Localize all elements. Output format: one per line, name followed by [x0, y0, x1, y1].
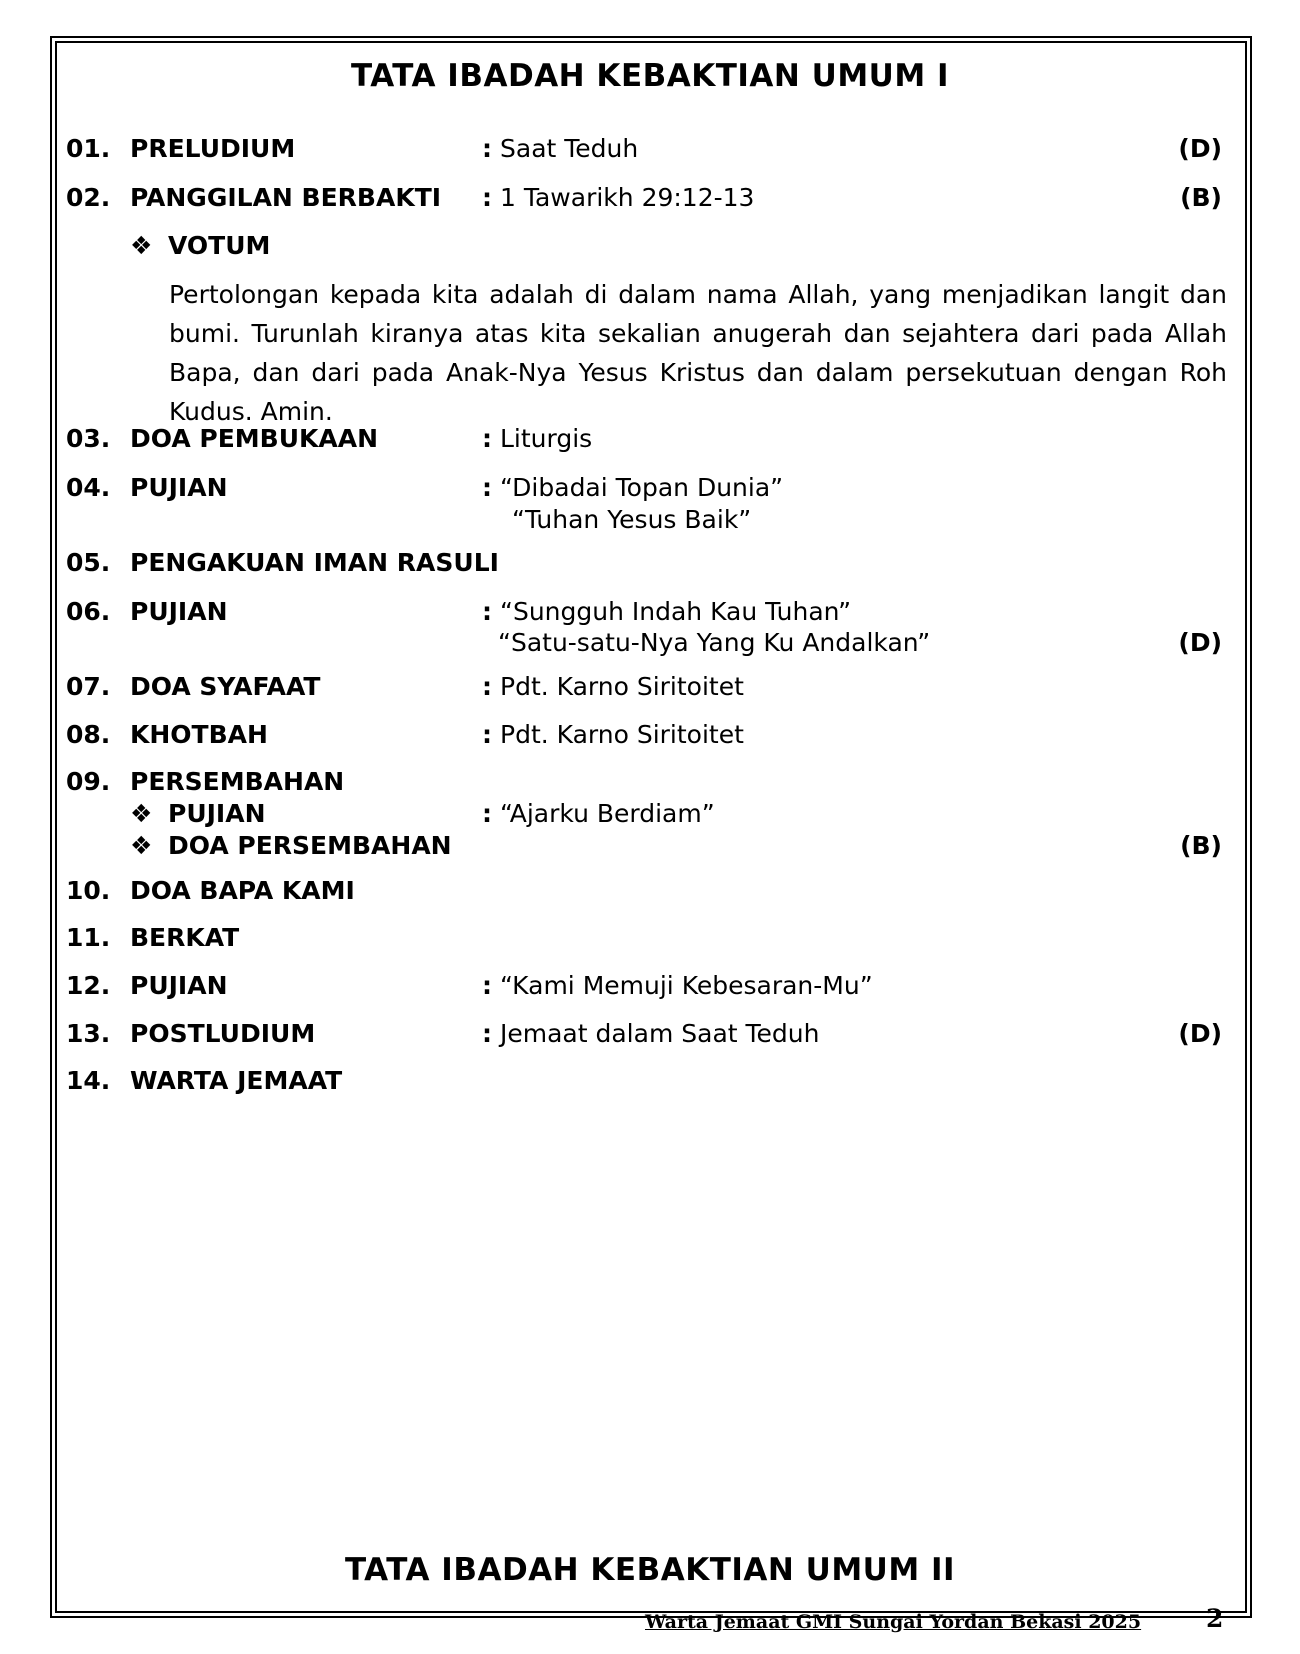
liturgy-item-03	[0, 424, 1300, 464]
item-number: 01.	[66, 134, 111, 163]
item-colon: :	[482, 597, 492, 626]
item-colon: :	[482, 720, 492, 749]
item-label: PUJIAN	[130, 971, 228, 1000]
item-label: DOA BAPA KAMI	[130, 876, 355, 905]
item-label: PERSEMBAHAN	[130, 767, 345, 796]
item-label: KHOTBAH	[130, 720, 268, 749]
item-value: Pdt. Karno Siritoitet	[500, 672, 744, 701]
item-number: 08.	[66, 720, 111, 749]
item-number: 06.	[66, 597, 111, 626]
item-value: “Kami Memuji Kebesaran-Mu”	[500, 971, 873, 1000]
item-value: Liturgis	[500, 424, 593, 453]
item-code: (D)	[1178, 1019, 1222, 1048]
liturgy-item-12	[0, 971, 1300, 1011]
liturgy-item-04-line2	[0, 505, 1300, 545]
item-label: DOA SYAFAAT	[130, 672, 321, 701]
item-colon: :	[482, 424, 492, 453]
votum-heading	[0, 231, 1300, 271]
item-label: WARTA JEMAAT	[130, 1066, 343, 1095]
persembahan-sub-doa	[0, 831, 1300, 871]
item-label: PRELUDIUM	[130, 134, 296, 163]
item-label: PUJIAN	[130, 473, 228, 502]
votum-text: Pertolongan kepada kita adalah di dalam nama Allah, yang menjadikan langit dan bumi. Turunlah kiranya atas kita sekalian anugerah dan sejahtera dari pada Allah Bapa, dan dari pada Anak-Nya Yesus Kristus dan dalam persekutuan dengan Roh Kudus. Amin.	[169, 280, 1227, 426]
page-title: TATA IBADAH KEBAKTIAN UMUM I	[350, 58, 950, 94]
item-value-2: “Satu-satu-Nya Yang Ku Andalkan”	[498, 628, 931, 657]
item-number: 11.	[66, 923, 111, 952]
liturgy-item-05	[0, 548, 1300, 588]
liturgy-item-13	[0, 1019, 1300, 1059]
item-colon: :	[482, 672, 492, 701]
liturgy-item-02	[0, 183, 1300, 223]
item-label: PUJIAN	[130, 597, 228, 626]
item-colon: :	[482, 473, 492, 502]
diamond-bullet-icon: ❖	[130, 799, 153, 828]
item-number: 14.	[66, 1066, 111, 1095]
liturgy-item-07	[0, 672, 1300, 712]
item-number: 03.	[66, 424, 111, 453]
liturgy-item-10	[0, 876, 1300, 916]
item-label: PANGGILAN BERBAKTI	[130, 183, 442, 212]
item-label: POSTLUDIUM	[130, 1019, 316, 1048]
item-value: Pdt. Karno Siritoitet	[500, 720, 744, 749]
diamond-bullet-icon: ❖	[130, 831, 153, 860]
item-value: “Sungguh Indah Kau Tuhan”	[500, 597, 852, 626]
item-colon: :	[482, 183, 492, 212]
item-number: 05.	[66, 548, 111, 577]
item-code: (D)	[1178, 134, 1222, 163]
liturgy-item-08	[0, 720, 1300, 760]
item-value: 1 Tawarikh 29:12-13	[500, 183, 755, 212]
liturgy-item-06-line2	[0, 628, 1300, 668]
item-number: 12.	[66, 971, 111, 1000]
footer-text: Warta Jemaat GMI Sungai Yordan Bekasi 2025	[645, 1611, 1142, 1633]
liturgy-item-14	[0, 1066, 1300, 1106]
item-code: (D)	[1178, 628, 1222, 657]
page-number: 2	[1206, 1604, 1224, 1633]
item-code: (B)	[1180, 831, 1222, 860]
item-colon: :	[482, 1019, 492, 1048]
item-code: (B)	[1180, 183, 1222, 212]
item-value: Jemaat dalam Saat Teduh	[500, 1019, 820, 1048]
item-label: PENGAKUAN IMAN RASULI	[130, 548, 499, 577]
item-number: 13.	[66, 1019, 111, 1048]
item-number: 09.	[66, 767, 111, 796]
liturgy-item-01	[0, 134, 1300, 174]
item-number: 10.	[66, 876, 111, 905]
item-value: “Ajarku Berdiam”	[500, 799, 715, 828]
item-colon: :	[482, 799, 492, 828]
item-number: 04.	[66, 473, 111, 502]
item-label: BERKAT	[130, 923, 240, 952]
item-number: 07.	[66, 672, 111, 701]
sub-label: PUJIAN	[168, 799, 266, 828]
item-value: “Dibadai Topan Dunia”	[500, 473, 784, 502]
item-colon: :	[482, 134, 492, 163]
item-colon: :	[482, 971, 492, 1000]
sub-label: DOA PERSEMBAHAN	[168, 831, 452, 860]
item-number: 02.	[66, 183, 111, 212]
liturgy-item-11	[0, 923, 1300, 963]
item-value: Saat Teduh	[500, 134, 639, 163]
diamond-bullet-icon: ❖	[130, 231, 153, 260]
item-label: DOA PEMBUKAAN	[130, 424, 379, 453]
section-title-bottom: TATA IBADAH KEBAKTIAN UMUM II	[344, 1552, 956, 1588]
votum-label: VOTUM	[168, 231, 271, 260]
item-value-2: “Tuhan Yesus Baik”	[512, 505, 752, 534]
